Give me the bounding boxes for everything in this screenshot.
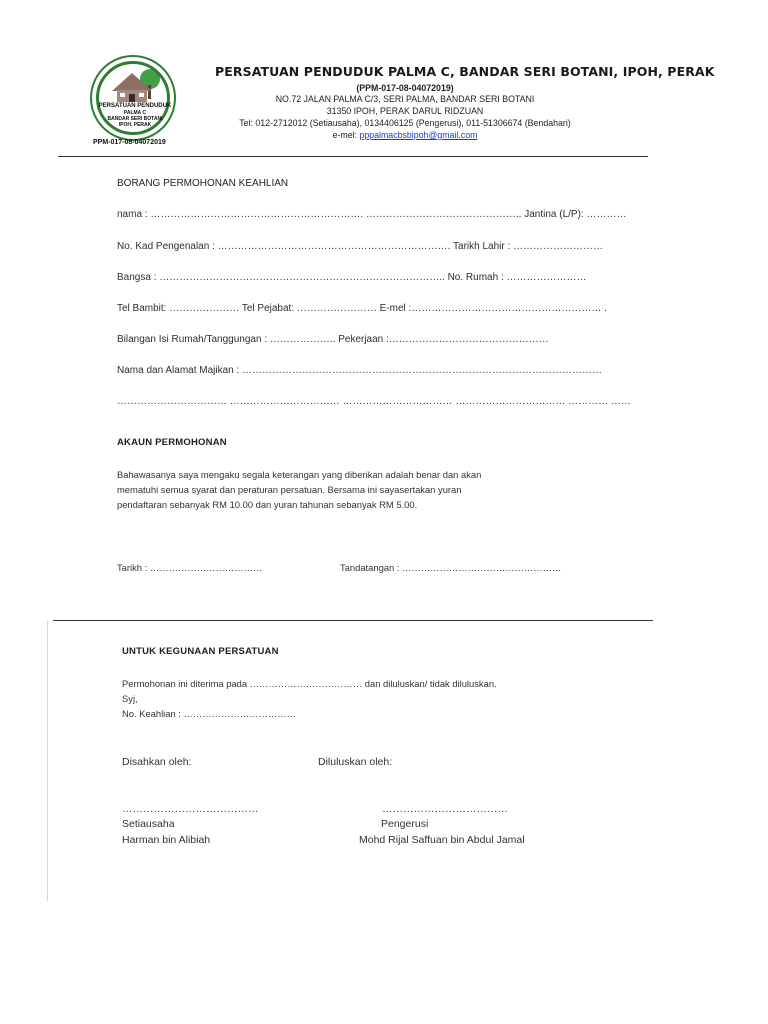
field-majikan-continued: …………………………… …………………………… …………………………… …………………………… ………… …… <box>117 396 631 407</box>
disahkan-label: Disahkan oleh: <box>122 756 192 768</box>
field-kad-pengenalan: No. Kad Pengenalan : ……………………………………………………………. Tarikh Lahir : ……………………… <box>117 241 604 252</box>
field-nama: nama : ………………………………………………………. ……………………………………….. Jantina (L/P): ………… <box>117 209 627 220</box>
org-city: 31350 IPOH, PERAK DARUL RIDZUAN <box>326 106 484 116</box>
logo-text-3: BANDAR SERI BOTANI <box>107 116 163 122</box>
signatory-role-2: Pengerusi <box>381 818 429 830</box>
org-name: PERSATUAN PENDUDUK PALMA C, BANDAR SERI BOTANI, IPOH, PERAK <box>215 64 715 79</box>
org-ppm: (PPM-017-08-04072019) <box>356 83 454 93</box>
field-tandatangan: Tandatangan : …………………………………………… <box>340 562 562 573</box>
office-divider <box>53 620 653 621</box>
email-label: e-mel: <box>332 130 360 140</box>
field-bilangan: Bilangan Isi Rumah/Tanggungan : ……………….. Pekerjaan :………………………………………… <box>117 334 549 345</box>
logo-text-2: PALMA C <box>123 110 147 116</box>
field-bangsa: Bangsa : ………………………………………………………………………….. No. Rumah : …………………… <box>117 272 587 283</box>
side-margin-line <box>47 621 48 901</box>
field-tel: Tel Bambit: ………………… Tel Pejabat: …………………… E-mel :………………………………………………… . <box>117 303 607 314</box>
office-syj: Syj, <box>122 693 138 704</box>
diluluskan-label: Diluluskan oleh: <box>318 756 393 768</box>
form-title: BORANG PERMOHONAN KEAHLIAN <box>117 178 289 189</box>
email-link[interactable]: pppalmacbsbipoh@gmail.com <box>359 130 478 140</box>
signatory-role-1: Setiausaha <box>122 818 175 830</box>
association-logo <box>90 55 176 141</box>
office-title: UNTUK KEGUNAAN PERSATUAN <box>122 646 279 657</box>
signature-line-2: ……………………………… <box>382 803 508 815</box>
org-address: NO.72 JALAN PALMA C/3, SERI PALMA, BANDAR SERI BOTANI <box>275 94 535 104</box>
field-majikan: Nama dan Alamat Majikan : ……………………………………………………………………………………………… <box>117 365 603 376</box>
signatory-name-1: Harman bin Alibiah <box>122 834 211 846</box>
logo-text-1: PERSATUAN PENDUDUK <box>98 103 172 109</box>
org-email <box>290 130 520 140</box>
field-tarikh: Tarikh : ……………………………… <box>117 562 263 573</box>
signature-line-1: ………………………………… <box>122 803 259 815</box>
logo-text-4: IPOH, PERAK <box>118 122 152 128</box>
akaun-para-line-1: Bahawasanya saya mengaku segala keterangan yang diberikan adalah benar dan akan <box>117 469 482 480</box>
org-tel: Tel: 012-2712012 (Setiausaha), 0134406125 (Pengerusi), 011-51306674 (Bendahari) <box>239 118 571 128</box>
akaun-title: AKAUN PERMOHONAN <box>117 437 227 448</box>
logo-code: PPM-017-08-04072019 <box>93 139 166 146</box>
signatory-name-2: Mohd Rijal Saffuan bin Abdul Jamal <box>359 834 525 846</box>
akaun-para-line-2: mematuhi semua syarat dan peraturan persatuan. Bersama ini sayasertakan yuran <box>117 484 462 495</box>
office-no-keahlian: No. Keahlian : ……………………………… <box>122 708 296 719</box>
akaun-para-line-3: pendaftaran sebanyak RM 10.00 dan yuran tahunan sebanyak RM 5.00. <box>117 499 418 510</box>
office-received-line: Permohonan ini diterima pada ……………………………… dan diluluskan/ tidak diluluskan. <box>122 678 497 689</box>
header-divider <box>58 156 648 157</box>
